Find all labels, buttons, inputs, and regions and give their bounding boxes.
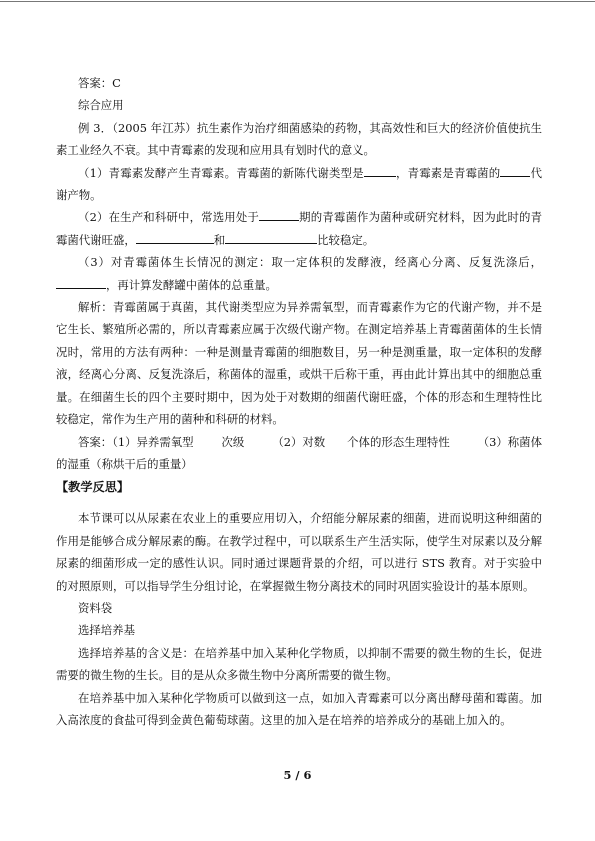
blank-3a <box>56 277 106 289</box>
resource-bag: 资料袋 <box>78 600 113 615</box>
blank-2b <box>136 232 214 244</box>
select-medium-definition: 选择培养基的含义是：在培养基中加入某种化学物质，以抑制不需要的微生物的生长，促进需要的微生物的生长。目的是从众多微生物中分离所需要的微生物。 <box>56 645 542 683</box>
question-3: （3）对青霉菌体生长情况的测定：取一定体积的发酵液，经离心分离、反复洗涤后，，再计算发酵罐中菌体的总重量。 <box>56 251 542 296</box>
reflection-text: 本节课可以从尿素在农业上的重要应用切入，介绍能分解尿素的细菌，进而说明这种细菌的作用是能够合成分解尿素的酶。在教学过程中，可以联系生产生活实际，使学生对尿素以及分解尿素的细菌形成一定的感性认识。同时通过课题背景的介绍，可以进行 STS 教育。对于实验中的对照原则，可以指导学生分组讨论，在掌握微生物分离技术的同时巩固实验设计的基本原则。 <box>56 511 542 593</box>
document-body <box>56 72 542 731</box>
blank-2c <box>225 232 317 244</box>
page-top-rule <box>0 1 595 2</box>
answer-c: 答案：C <box>78 76 121 90</box>
page-number: 5 / 6 <box>283 768 312 782</box>
question-2: （2）在生产和科研中，常选用处于 期的青霉菌作为菌种或研究材料，因为此时的青霉菌代谢旺盛， 和 比较稳定。 <box>56 210 542 247</box>
blank-2a <box>259 209 299 221</box>
question-1: （1）青霉素发酵产生青霉素。青霉菌的新陈代谢类型是 ，青霉素是青霉菌的 代谢产物。 <box>56 165 542 203</box>
select-medium-title: 选择培养基 <box>78 623 135 638</box>
example-3-stem: 例 3．（2005 年江苏）抗生素作为治疗细菌感染的药物，其高效性和巨大的经济价值使抗生素工业经久不衰。其中青霉素的发现和应用具有划时代的意义。 <box>56 120 542 158</box>
blank-1b <box>500 165 530 177</box>
section-title: 综合应用 <box>78 98 124 113</box>
answer-2: 答案：（1）异养需氧型 次级 （2）对数 个体的形态生理特性 （3）称菌体的湿重（称烘干后的重量） <box>56 434 542 471</box>
select-medium-example: 在培养基中加入某种化学物质可以做到这一点，如加入青霉素可以分离出酵母菌和霉菌。加入高浓度的食盐可得到金黄色葡萄球菌。这里的加入是在培养的培养成分的基础上加入的。 <box>56 690 542 727</box>
blank-1a <box>364 165 396 177</box>
analysis: 解析：青霉菌属于真菌，其代谢类型应为异养需氧型，而青霉素作为它的代谢产物，并不是它生长、繁殖所必需的，所以青霉素应属于次级代谢产物。在测定培养基上青霉菌菌体的生长情况时，常用的方法有两种：一种是测量青霉菌的细胞数目，另一种是测重量，取一定体积的发酵液，经离心分离、反复洗涤后，称菌体的湿重，或烘干后称干重，再由此计算出其中的细胞总重量。在细菌生长的四个主要时期中，因为处于对数期的细菌代谢旺盛，个体的形态和生理特性比较稳定，常作为生产用的菌种和科研的材料。 <box>56 300 542 427</box>
reflection-heading: 【教学反思】 <box>56 480 130 495</box>
